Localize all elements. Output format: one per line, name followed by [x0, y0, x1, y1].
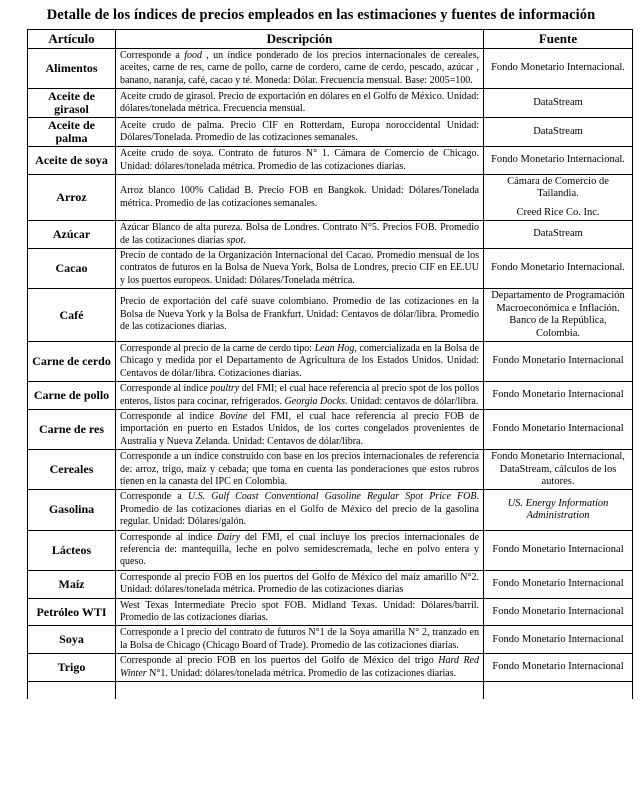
fuente-cell [484, 382, 633, 410]
text-paragraph [120, 148, 479, 173]
articulo-cell: Cereales [28, 450, 116, 490]
text-segment: Precio de exportación del café suave colombiano. Promedio de las cotizaciones en la Bolsa de Nueva York y la Bolsa de Frankfurt. Unidad: Centavos de dólar/libra. Promedio de las cotizaciones diarias. [120, 296, 479, 333]
text-segment: Departamento de Programación Macroeconómica e Inflación. Banco de la República, Colombia. [491, 290, 625, 339]
text-segment: Hard Red Winter [120, 655, 479, 679]
descripcion-cell [116, 530, 484, 570]
table-row [28, 118, 633, 147]
text-paragraph [488, 606, 628, 618]
text-paragraph [120, 343, 479, 380]
text-segment: Corresponde al índice [120, 383, 211, 395]
text-segment: Fondo Monetario Internacional [492, 423, 624, 435]
text-segment: Corresponde a [120, 491, 188, 503]
table-body [28, 49, 633, 700]
empty-cell [116, 682, 484, 700]
descripcion-cell [116, 654, 484, 682]
fuente-cell [484, 289, 633, 342]
text-segment: food [184, 50, 202, 61]
text-paragraph [120, 451, 479, 488]
table-row [28, 570, 633, 598]
text-paragraph [120, 491, 479, 528]
table-row [28, 221, 633, 249]
fuente-cell [484, 249, 633, 289]
text-segment: . Promedio de las cotizaciones diarias en el Golfo de México del precio de la gasolina regular. Unidad: Dólares/galón. [120, 491, 479, 528]
fuente-cell [484, 450, 633, 490]
descripcion-cell [116, 118, 484, 147]
text-paragraph [120, 655, 479, 680]
text-segment: del FMI, el cual incluye los precios internacionales de referencia de: mantequilla, leche en polvo semidescremada, leche en polvo entera y queso. [120, 531, 480, 568]
text-segment: Fondo Monetario Internacional [492, 633, 624, 645]
fuente-cell [484, 147, 633, 175]
fuente-cell [484, 530, 633, 570]
table-row [28, 249, 633, 289]
text-paragraph [120, 250, 479, 287]
text-segment: Fondo Monetario Internacional [492, 661, 624, 673]
text-segment: . [243, 234, 246, 246]
text-segment: DataStream [533, 97, 583, 109]
text-segment: Fondo Monetario Internacional [492, 605, 624, 617]
text-paragraph [120, 222, 479, 247]
descripcion-cell [116, 49, 484, 89]
column-header-fuente: Fuente [484, 30, 633, 49]
fuente-cell [484, 654, 633, 682]
text-segment: , un índice ponderado de los precios internacionales de cereales, aceites, carne de res, carne de pollo, carne de cordero, carne de cerdo, pescado, azúcar , banano, naranja, café, cacao y té. Moneda: Dólar. Frecuencia mensual. Base: 2005=100. [120, 50, 479, 86]
text-segment: N°1. Unidad: dólares/tonelada métrica. Promedio de las cotizaciones diarias. [146, 667, 457, 679]
header-row [28, 30, 633, 49]
fuente-cell [484, 341, 633, 381]
text-segment: Dairy [216, 531, 241, 543]
table-row [28, 175, 633, 221]
table-row [28, 49, 633, 89]
text-segment: Fondo Monetario Internacional [492, 578, 624, 590]
text-paragraph [488, 290, 628, 340]
text-segment: Corresponde a [120, 50, 185, 61]
descripcion-cell [116, 289, 484, 342]
empty-cell [484, 682, 633, 700]
articulo-cell: Carne de pollo [28, 382, 116, 410]
text-paragraph [488, 451, 628, 488]
descripcion-cell [116, 490, 484, 530]
text-segment: Arroz blanco 100% Calidad B. Precio FOB en Bangkok. Unidad: Dólares/Tonelada métrica. Promedio de las cotizaciones semanales. [120, 185, 479, 209]
descripcion-cell [116, 175, 484, 221]
text-paragraph [488, 634, 628, 646]
table-row [28, 530, 633, 570]
text-segment: Fondo Monetario Internacional [492, 389, 624, 401]
text-segment: Georgia Docks [284, 395, 345, 407]
text-segment: Corresponde a l precio del contrato de futuros N°1 de la Soya amarilla N° 2, tranzado en la Bolsa de Chicago (Chicago Board of Trade). Promedio de las cotizaciones diarias. [120, 627, 479, 651]
column-header-descripcion: Descripción [116, 30, 484, 49]
table-row [28, 450, 633, 490]
text-segment: West Texas Intermediate Precio spot FOB. Midland Texas. Unidad: Dólares/barril. Promedio de las cotizaciones diarias. [120, 599, 479, 624]
text-paragraph [120, 383, 479, 408]
fuente-cell [484, 598, 633, 626]
text-paragraph [120, 296, 479, 333]
articulo-cell: Gasolina [28, 490, 116, 530]
text-segment: del FMI, el cual hace referencia al precio FOB de importación en puerto en Estados Unidos, de los cortes congelados provenientes de Australia y Nueva Zelanda. Unidad: Centavos de dólar/libra. [120, 410, 480, 447]
text-segment: Fondo Monetario Internacional [492, 544, 624, 555]
text-segment: Fondo Monetario Internacional. [491, 262, 625, 274]
descripcion-cell [116, 89, 484, 118]
text-segment: Fondo Monetario Internacional [492, 355, 624, 367]
empty-cell [28, 682, 116, 700]
table-row [28, 490, 633, 530]
text-paragraph [488, 207, 628, 219]
text-segment: Corresponde al precio de la carne de cerdo tipo: [120, 342, 315, 354]
text-segment: del FMI; el cual hace referencia al precio spot de los pollos enteros, listos para cocinar, refrigerados. [120, 383, 480, 407]
text-paragraph [120, 91, 479, 116]
descripcion-cell [116, 570, 484, 598]
fuente-cell [484, 118, 633, 147]
articulo-cell: Café [28, 289, 116, 342]
text-paragraph [488, 62, 628, 74]
articulo-cell: Cacao [28, 249, 116, 289]
text-segment: U.S. Gulf Coast Conventional Gasoline Regular Spot Price FOB [187, 491, 477, 503]
text-segment: Corresponde al índice [120, 531, 217, 543]
text-paragraph [488, 154, 628, 166]
table-row [28, 626, 633, 654]
text-segment: Fondo Monetario Internacional. [491, 62, 625, 74]
fuente-cell [484, 626, 633, 654]
text-paragraph [120, 600, 479, 625]
text-paragraph [488, 262, 628, 274]
text-segment: Bovine [219, 410, 248, 422]
table-header [28, 30, 633, 49]
text-segment: Corresponde al precio FOB en los puertos del Golfo de México del maíz amarillo N°2. Unidad: dólares/tonelada métrica. Promedio de las cotizaciones diarias [120, 571, 479, 596]
articulo-cell: Carne de cerdo [28, 341, 116, 381]
text-paragraph [120, 411, 479, 448]
table-row [28, 89, 633, 118]
text-segment: Corresponde a un índice construido con base en los precios internacionales de referencia de: arroz, trigo, maíz y cebada; que toma en cuenta las ponderaciones que estos rubros tienen en la canasta del IPC en Colombia. [120, 451, 479, 487]
descripcion-cell [116, 626, 484, 654]
articulo-cell: Aceite de girasol [28, 89, 116, 118]
text-paragraph [488, 661, 628, 673]
text-paragraph [488, 389, 628, 401]
text-segment: US. Energy Information Administration [507, 497, 609, 521]
articulo-cell: Arroz [28, 175, 116, 221]
table-row [28, 341, 633, 381]
text-paragraph [488, 355, 628, 367]
text-segment: Aceite crudo de palma. Precio CIF en Rotterdam, Europa noroccidental Unidad: Dólares/Tonelada. Promedio de las cotizaciones semanales. [120, 119, 479, 144]
text-paragraph [488, 126, 628, 138]
fuente-cell [484, 89, 633, 118]
text-paragraph [488, 578, 628, 590]
column-header-articulo: Artículo [28, 30, 116, 49]
text-paragraph [120, 572, 479, 597]
table-row [28, 654, 633, 682]
text-paragraph [488, 176, 628, 201]
descripcion-cell [116, 147, 484, 175]
fuente-cell [484, 49, 633, 89]
text-segment: Azúcar Blanco de alta pureza. Bolsa de Londres. Contrato N°5. Precios FOB. Promedio de las cotizaciones diarias [120, 222, 479, 246]
descripcion-cell [116, 598, 484, 626]
text-segment: spot [226, 234, 244, 246]
table-row [28, 147, 633, 175]
text-paragraph [488, 544, 628, 556]
table-row [28, 289, 633, 342]
text-paragraph [488, 423, 628, 435]
text-segment: Aceite crudo de soya. Contrato de futuros N° 1. Cámara de Comercio de Chicago. Unidad: dólares/tonelada métrica. Promedio de las cotizaciones diarias. [120, 148, 479, 172]
table-row [28, 382, 633, 410]
price-indices-table [27, 29, 633, 699]
text-paragraph [488, 228, 628, 240]
text-segment: Corresponde al índice [120, 410, 220, 422]
text-segment: Precio de contado de la Organización Internacional del Cacao. Promedio mensual de los contratos de futuros en la Bolsa de Nueva York, Bolsa de Londres, precio CIF en EE.UU y los puertos europeos. Unidad: Dólares/Tonelada métrica. [120, 250, 479, 286]
text-segment: poultry [210, 383, 240, 395]
articulo-cell: Carne de res [28, 409, 116, 449]
articulo-cell: Petróleo WTI [28, 598, 116, 626]
descripcion-cell [116, 341, 484, 381]
text-segment: Aceite crudo de girasol. Precio de exportación en dólares en el Golfo de México. Unidad: dólares/tonelada métrica. Frecuencia mensual. [120, 90, 479, 115]
cutoff-row-stub [28, 682, 633, 700]
articulo-cell: Lácteos [28, 530, 116, 570]
text-paragraph [488, 498, 628, 523]
fuente-cell [484, 409, 633, 449]
text-segment: , comercializada en la Bolsa de Chicago y medida por el Departamento de Agricultura de los Estados Unidos. Unidad: Centavos de dólar/libra. Cotizaciones diarias. [120, 342, 479, 379]
articulo-cell: Maíz [28, 570, 116, 598]
descripcion-cell [116, 221, 484, 249]
fuente-cell [484, 221, 633, 249]
text-segment: Fondo Monetario Internacional, DataStream, cálculos de los autores. [491, 451, 625, 487]
text-paragraph [120, 50, 479, 87]
articulo-cell: Soya [28, 626, 116, 654]
articulo-cell: Azúcar [28, 221, 116, 249]
text-segment: DataStream [533, 228, 583, 240]
text-segment: Creed Rice Co. Inc. [516, 206, 600, 218]
text-segment: Fondo Monetario Internacional. [491, 154, 625, 166]
text-paragraph [120, 185, 479, 210]
fuente-cell [484, 570, 633, 598]
text-paragraph [120, 532, 479, 569]
fuente-cell [484, 175, 633, 221]
text-segment: . Unidad: centavos de dólar/libra. [344, 395, 479, 407]
descripcion-cell [116, 409, 484, 449]
text-segment: Corresponde al precio FOB en los puertos del Golfo de México del trigo [120, 655, 439, 667]
descripcion-cell [116, 382, 484, 410]
table-row [28, 409, 633, 449]
text-paragraph [120, 627, 479, 652]
descripcion-cell [116, 249, 484, 289]
fuente-cell [484, 490, 633, 530]
text-segment: Cámara de Comercio de Tailandia. [507, 176, 609, 200]
text-paragraph [120, 120, 479, 145]
articulo-cell: Alimentos [28, 49, 116, 89]
text-paragraph [488, 97, 628, 109]
page-title: Detalle de los índices de precios empleados en las estimaciones y fuentes de información [46, 7, 596, 23]
articulo-cell: Aceite de palma [28, 118, 116, 147]
articulo-cell: Trigo [28, 654, 116, 682]
table-row [28, 598, 633, 626]
descripcion-cell [116, 450, 484, 490]
text-segment: DataStream [533, 126, 583, 138]
articulo-cell: Aceite de soya [28, 147, 116, 175]
text-segment: Lean Hog [314, 342, 355, 354]
